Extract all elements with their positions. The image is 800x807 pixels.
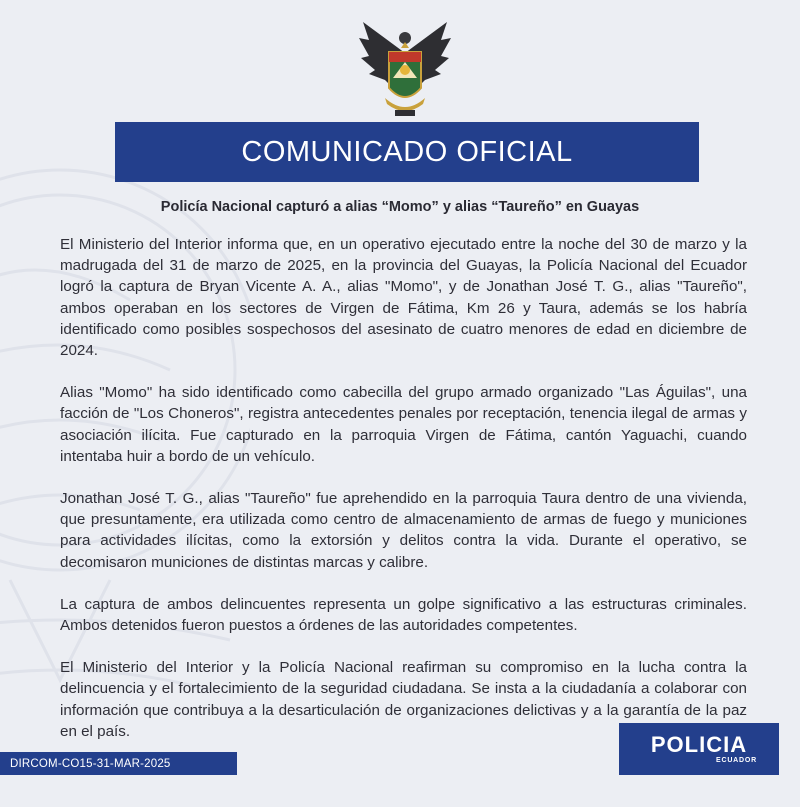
paragraph: La captura de ambos delincuentes representa un golpe significativo a las estructuras criminales. Ambos detenidos fueron puestos a órdenes de las autoridades competentes. — [60, 595, 747, 635]
paragraph: Alias "Momo" ha sido identificado como cabecilla del grupo armado organizado "Las Águilas", una facción de "Los Choneros", registra antecedentes penales por receptación, tenencia ilegal de armas y asociación ilícita. Fue capturado en la parroquia Virgen de Fátima, cantón Yaguachi, cuando intentaba huir a bordo de un vehículo. — [60, 384, 747, 465]
title-banner — [115, 122, 699, 182]
banner-title: COMUNICADO OFICIAL — [241, 135, 573, 168]
national-police-crest-icon — [355, 18, 455, 120]
document-code: DIRCOM-CO15-31-MAR-2025 — [0, 752, 237, 775]
communique-body — [60, 234, 747, 763]
logo-main-text: POLICIA — [650, 731, 748, 757]
page-subtitle: Policía Nacional capturó a alias “Momo” y alias “Taureño” en Guayas — [160, 199, 640, 215]
paragraph: El Ministerio del Interior informa que, en un operativo ejecutado entre la noche del 30 de marzo y la madrugada del 31 de marzo de 2025, en la provincia del Guayas, la Policía Nacional del Ecuador logró la captura de Bryan Vicente A. A., alias "Momo", y de Jonathan José T. G., alias "Taureño", ambos operaban en los sectores de Virgen de Fátima, Km 26 y Taura, además se los habría identificado como posibles sospechosos del asesinato de cuatro menores de edad en diciembre de 2024. — [60, 236, 747, 360]
paragraph: Jonathan José T. G., alias "Taureño" fue aprehendido en la parroquia Taura dentro de una vivienda, que presuntamente, era utilizada como centro de almacenamiento de armas de fuego y municiones para actividades ilícitas, como la extorsión y delitos contra la vida. Durante el operativo, se decomisaron municiones de distintas marcas y calibre. — [60, 490, 747, 571]
paragraph: El Ministerio del Interior y la Policía Nacional reafirman su compromiso en la lucha contra la delincuencia y el fortalecimiento de la seguridad ciudadana. Se insta a la ciudadanía a colaborar con información que contribuya a la desarticulación de organizaciones delictivas y a la garantía de la paz en el país. — [60, 659, 747, 740]
police-logo — [619, 723, 779, 775]
logo-sub-text: ECUADOR — [716, 756, 757, 764]
